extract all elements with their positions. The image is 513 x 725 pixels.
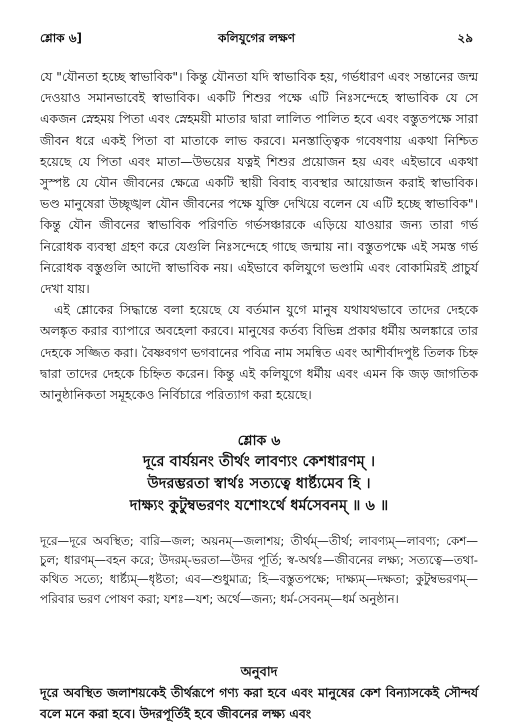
translation-section xyxy=(40,664,478,724)
header-page-number: ২৯ xyxy=(457,31,473,45)
purport-body xyxy=(40,66,478,405)
purport-paragraph-1: যে "যৌনতা হচ্ছে স্বাভাবিক"। কিন্তু যৌনতা যদি স্বাভাবিক হয়, গর্ভধারণ এবং সন্তানের জন্ম দেওয়াও সমানভাবেই স্বাভাবিক। একটি শিশুর পক্ষে এটি নিঃসন্দেহে স্বাভাবিক যে সে একজন স্নেহময় পিতা এবং স্নেহময়ী মাতার দ্বারা লালিত পালিত হবে এবং বস্তুতপক্ষে সারা জীবন ধরে একই পিতা বা মাতাকে লাভ করবে। মনস্তাত্ত্বিক গবেষণায় একথা নিশ্চিত হয়েছে যে পিতা এবং মাতা—উভয়ের যত্নই শিশুর প্রয়োজন হয় এবং এইভাবে একথা সুস্পষ্ট যে যৌন জীবনের ক্ষেত্রে একটি স্থায়ী বিবাহ ব্যবস্থার আয়োজন করাই স্বাভাবিক। ভণ্ড মানুষেরা উচ্ছৃঙ্খল যৌন জীবনের পক্ষে যুক্তি দেখিয়ে বলেন যে এটি হচ্ছে স্বাভাবিক"। কিন্তু যৌন জীবনের স্বাভাবিক পরিণতি গর্ভসঞ্চারকে এড়িয়ে যাওয়ার জন্য তারা গর্ভ নিরোধক ব্যবস্থা গ্রহণ করে যেগুলি নিঃসন্দেহে গাছে জন্মায় না। বস্তুতপক্ষে এই সমস্ত গর্ভ নিরোধক বস্তুগুলি আদৌ স্বাভাবিক নয়। এইভাবে কলিযুগে ভণ্ডামি এবং বোকামিরই প্রাচুর্য দেখা যায়। xyxy=(40,69,478,297)
header-chapter-title: কলিযুগের লক্ষণ xyxy=(217,31,296,45)
translation-text: দূরে অবস্থিত জলাশয়কেই তীর্থরূপে গণ্য করা হবে এবং মানুষের কেশ বিন্যাসকেই সৌন্দর্য বলে মনে করা হবে। উদরপূর্তিই হবে জীবনের লক্ষ্য এবং xyxy=(40,685,478,721)
translation-title: অনুবাদ xyxy=(240,665,278,680)
verse-line-3: দাক্ষ্যং কুটুম্বভরণং যশোঽর্থে ধর্মসেবনম্ ॥ ৬ ॥ xyxy=(129,497,389,514)
verse-block xyxy=(40,431,478,517)
header-verse-ref: শ্লোক ৬] xyxy=(40,31,83,45)
verse-title: শ্লোক ৬ xyxy=(237,433,281,449)
word-by-word-section xyxy=(40,532,478,609)
page-header xyxy=(40,30,473,48)
verse-line-2: উদরম্ভরতা স্বার্থঃ সত্যত্বে ধার্ষ্ট্যমেব হি । xyxy=(147,475,371,492)
word-by-word-text: দূরে—দূরে অবস্থিত; বারি—জল; অয়নম্—জলাশয়; তীর্থম্—তীর্থ; লাবণ্যম্—লাবণ্য; কেশ—চুল; ধারণম্—বহন করে; উদরম্-ভরতা—উদর পূর্তি; স্ব-অর্থঃ—জীবনের লক্ষ্য; সত্যত্বে—তথা-কথিত সত্যে; ধার্ষ্ট্যম্—ধৃষ্টতা; এব—শুধুমাত্র; হি—বস্তুতপক্ষে; দাক্ষ্যম্—দক্ষতা; কুটুম্বভরণম্—পরিবার ভরণ পোষণ করা; যশঃ—যশ; অর্থে—জন্য; ধর্ম-সেবনম্—ধর্ম অনুষ্ঠান। xyxy=(40,534,478,606)
purport-paragraph-2: এই শ্লোকের সিদ্ধান্তে বলা হয়েছে যে বর্তমান যুগে মানুষ যথাযথভাবে তাদের দেহকে অলঙ্কৃত করার ব্যাপারে অবহেলা করবে। মানুষের কর্তব্য বিভিন্ন প্রকার ধর্মীয় অলঙ্কারে তার দেহকে সজ্জিত করা। বৈষ্ণবগণ ভগবানের পবিত্র নাম সমন্বিত এবং আশীর্বাদপুষ্ট তিলক চিহ্ন দ্বারা তাদের দেহকে চিহ্নিত করেন। কিন্তু এই কলিযুগে ধর্মীয় এবং এমন কি জড় জাগতিক আনুষ্ঠানিকতা সমূহকেও নির্বিচারে পরিত্যাগ করা হয়েছে। xyxy=(40,302,478,403)
verse-line-1: দূরে বার্যয়নং তীর্থং লাবণ্যং কেশধারণম্ । xyxy=(142,453,376,470)
